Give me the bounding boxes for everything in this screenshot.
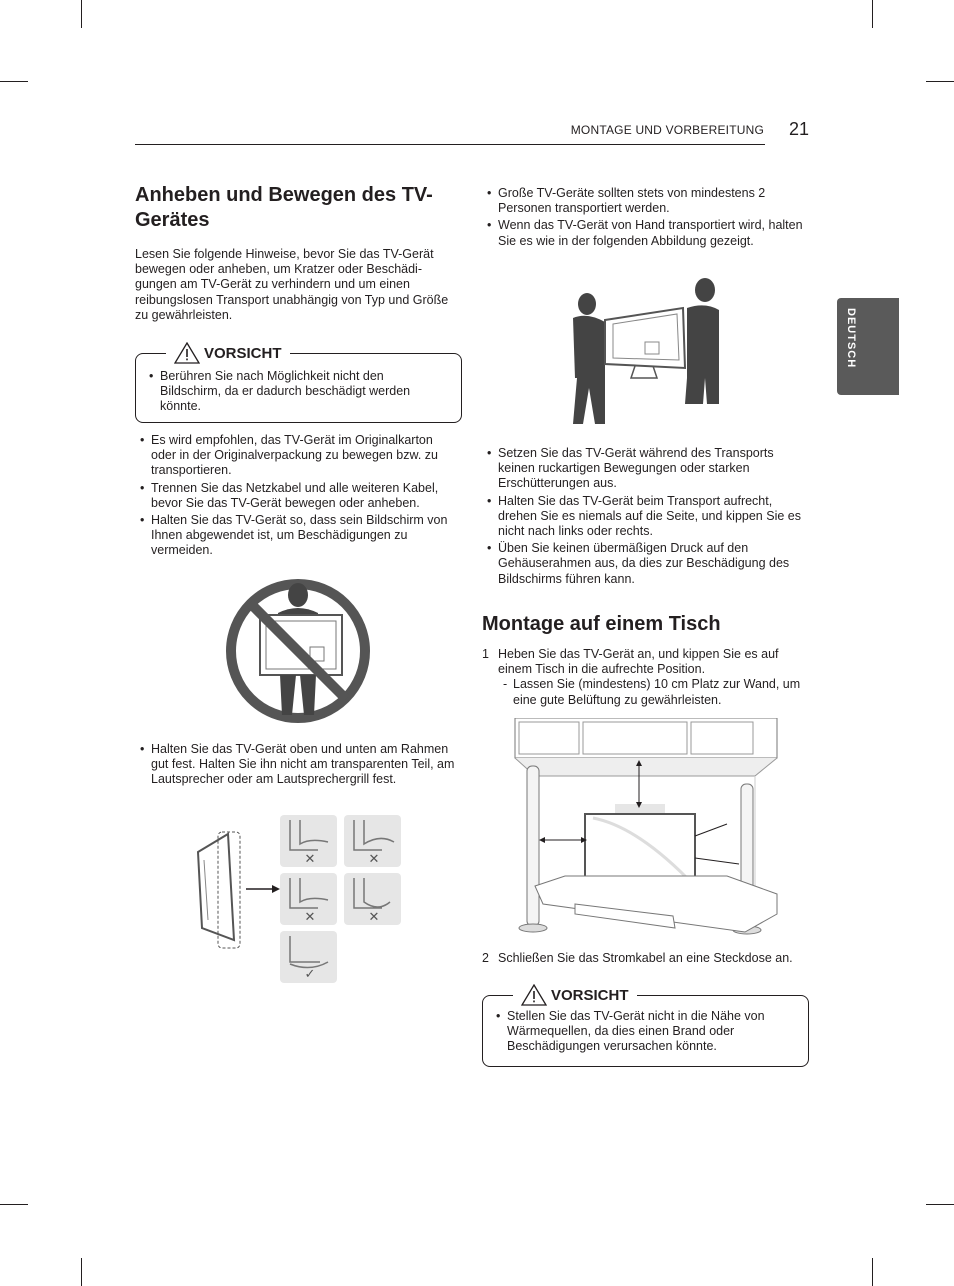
- step-list: [482, 647, 807, 708]
- caution-header: [513, 984, 637, 1006]
- caution-list: [491, 1009, 791, 1057]
- crop-mark: [926, 1204, 954, 1205]
- crop-mark: [0, 81, 28, 82]
- warning-icon: [521, 984, 547, 1006]
- grip-mark: ✕: [304, 910, 316, 925]
- table-mount-diagram: [505, 718, 785, 940]
- header-rule: [135, 144, 765, 145]
- crop-mark: [926, 81, 954, 82]
- step-2: [482, 951, 828, 966]
- step-number: 1: [482, 647, 489, 661]
- caution-header: [166, 342, 290, 364]
- list-item: • Üben Sie keinen übermäßigen Druck auf den Gehäuserahmen aus, da dies zur Beschädigung des Bildschirms führen kann.: [482, 541, 807, 587]
- caution-item: • Stellen Sie das TV-Gerät nicht in die Nähe von Wärmequellen, da dies einen Brand oder Beschädigungen verursachen könnte.: [491, 1009, 791, 1055]
- list-item: • Setzen Sie das TV-Gerät während des Transports keinen ruckartigen Bewegungen oder starken Erschütterungen aus.: [482, 446, 807, 492]
- crop-mark: [81, 1258, 82, 1286]
- prohibited-carry-illustration: [220, 575, 378, 727]
- page-number: 21: [789, 119, 810, 139]
- language-tab: [837, 298, 899, 395]
- step-1: [482, 647, 807, 677]
- section-title-moving: Anheben und Bewegen des TV-Gerätes: [135, 184, 433, 231]
- bullet-list: [135, 433, 460, 561]
- warning-icon: [174, 342, 200, 364]
- caution-label: VORSICHT: [551, 986, 629, 1004]
- step-number: 2: [482, 951, 489, 965]
- sub-text: Lassen Sie (mindestens) 10 cm Platz zur Wand, um eine gute Belüftung zu gewährleisten.: [513, 677, 801, 707]
- crop-mark: [0, 1204, 28, 1205]
- step-1-sub: [482, 677, 807, 707]
- grip-illustration: [190, 812, 405, 987]
- list-item: • Halten Sie das TV-Gerät so, dass sein Bildschirm von Ihnen abgewendet ist, um Beschädigungen zu vermeiden.: [135, 513, 460, 559]
- crop-mark: [81, 0, 82, 28]
- crop-mark: [872, 0, 873, 28]
- grip-mark: ✕: [304, 852, 316, 867]
- list-item: • Große TV-Geräte sollten stets von mindestens 2 Personen transportiert werden.: [482, 186, 807, 216]
- bullet-list: [482, 186, 807, 251]
- caution-box: [135, 344, 462, 423]
- list-item: • Es wird empfohlen, das TV-Gerät im Originalkarton oder in der Originalverpackung zu bewegen bzw. zu transportieren.: [135, 433, 460, 479]
- list-item: • Halten Sie das TV-Gerät oben und unten am Rahmen gut fest. Halten Sie ihn nicht am transparenten Teil, am Lautsprecher oder am Lautsprechergrill fest.: [135, 742, 460, 788]
- list-item: • Trennen Sie das Netzkabel und alle weiteren Kabel, bevor Sie das TV-Gerät bewegen oder anheben.: [135, 481, 460, 511]
- crop-mark: [872, 1258, 873, 1286]
- list-item: • Wenn das TV-Gerät von Hand transportiert wird, halten Sie es wie in der folgenden Abbildung gezeigt.: [482, 218, 807, 248]
- sub-dash: -: [503, 677, 508, 692]
- step-text: Heben Sie das TV-Gerät an, und kippen Sie es auf einem Tisch in die aufrechte Position.: [498, 647, 779, 677]
- section-header: MONTAGE UND VORBEREITUNG: [570, 123, 764, 137]
- caution-label: VORSICHT: [204, 344, 282, 362]
- bullet-list: [135, 742, 460, 790]
- two-person-carry-illustration: [565, 278, 725, 426]
- intro-paragraph: Lesen Sie folgende Hinweise, bevor Sie das TV-Gerät bewegen oder anheben, um Kratzer oder Beschädi-gungen am TV-Gerät zu verhindern und um einen reibungslosen Transport unabhängig von Typ und Größe zu gewährleisten.: [135, 247, 449, 322]
- section-title-table-mount: Montage auf einem Tisch: [482, 613, 721, 635]
- caution-item: • Berühren Sie nach Möglichkeit nicht den Bildschirm, da er dadurch beschädigt werden könnte.: [144, 369, 444, 415]
- grip-mark: ✓: [304, 967, 316, 982]
- step-text: Schließen Sie das Stromkabel an eine Steckdose an.: [498, 951, 793, 965]
- caution-box: [482, 986, 809, 1067]
- list-item: • Halten Sie das TV-Gerät beim Transport aufrecht, drehen Sie es niemals auf die Seite, und kippen Sie es nicht nach links oder rechts.: [482, 494, 807, 540]
- grip-mark: ✕: [368, 910, 380, 925]
- bullet-list: [482, 446, 807, 589]
- language-tab-label: DEUTSCH: [845, 308, 857, 369]
- grip-mark: ✕: [368, 852, 380, 867]
- caution-list: [144, 369, 444, 417]
